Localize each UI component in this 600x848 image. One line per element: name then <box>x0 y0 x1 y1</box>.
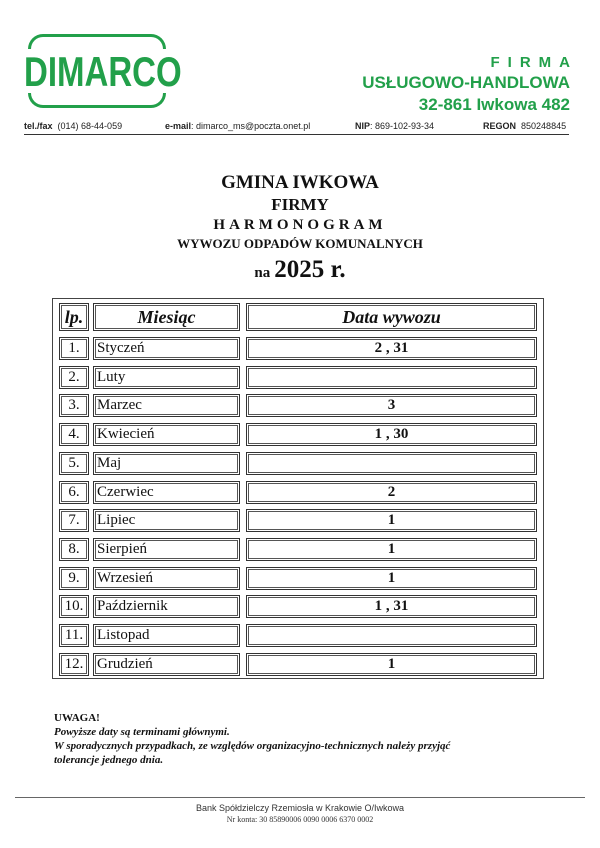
notes-title: UWAGA! <box>54 712 100 724</box>
company-block <box>362 54 578 115</box>
row-3-lp-cell: 3. <box>59 394 89 417</box>
notes <box>54 711 450 767</box>
footer-divider <box>15 797 585 798</box>
row-3-month-cell: Marzec <box>93 394 240 417</box>
row-3-date-cell: 3 <box>246 394 537 417</box>
row-12-lp-cell: 12. <box>59 653 89 676</box>
notes-line-2: W sporadycznych przypadkach, ze względów organizacyjno-technicznych należy przyjąć <box>54 740 451 752</box>
row-9-date-cell: 1 <box>246 567 537 590</box>
row-6-lp-cell: 6. <box>59 481 89 504</box>
row-12-month-cell: Grudzień <box>93 653 240 676</box>
dimarco-logo <box>24 34 182 108</box>
nip: NIP: 869-102-93-34 <box>355 121 435 131</box>
logo-arc-bottom <box>28 93 166 108</box>
row-11-month-cell: Listopad <box>93 624 240 647</box>
row-4-month-cell: Kwiecień <box>93 423 240 446</box>
row-10-month-cell: Październik <box>93 595 240 618</box>
row-5-month-cell: Maj <box>93 452 240 475</box>
header-month: Miesiąc <box>93 303 240 331</box>
row-7-lp-cell: 7. <box>59 509 89 532</box>
header-lp: lp. <box>59 303 89 331</box>
row-7-month-cell: Lipiec <box>93 509 240 532</box>
notes-line-3: tolerancje jednego dnia. <box>54 754 164 766</box>
title-harmonogram: HARMONOGRAM <box>213 217 387 233</box>
year-prefix: na <box>254 265 271 281</box>
row-12-date-cell: 1 <box>246 653 537 676</box>
row-9-lp-cell: 9. <box>59 567 89 590</box>
row-11-date-cell <box>246 624 537 647</box>
logo-arc-top <box>28 34 166 49</box>
row-8-month-cell: Sierpień <box>93 538 240 561</box>
row-2-month-cell: Luty <box>93 366 240 389</box>
company-line-firma: FIRMA <box>490 54 578 71</box>
row-6-month-cell: Czerwiec <box>93 481 240 504</box>
title-gmina: GMINA IWKOWA <box>221 172 379 193</box>
company-line-address: 32-861 Iwkowa 482 <box>418 95 570 114</box>
row-1-date-cell: 2 , 31 <box>246 337 537 360</box>
tel-fax: tel./fax (014) 68-44-059 <box>24 121 123 131</box>
row-1-month-cell: Styczeń <box>93 337 240 360</box>
row-9-month-cell: Wrzesień <box>93 567 240 590</box>
email: e-mail: dimarco_ms@poczta.onet.pl <box>165 121 311 131</box>
regon: REGON 850248845 <box>483 121 567 131</box>
notes-line-1: Powyższe daty są terminami głównymi. <box>54 726 230 738</box>
title-firmy: FIRMY <box>271 195 329 214</box>
company-line-type: USŁUGOWO-HANDLOWA <box>362 73 570 92</box>
year-value: 2025 r. <box>274 256 346 283</box>
row-2-date-cell <box>246 366 537 389</box>
row-4-date-cell: 1 , 30 <box>246 423 537 446</box>
row-7-date-cell: 1 <box>246 509 537 532</box>
row-1-lp-cell: 1. <box>59 337 89 360</box>
contact-row <box>24 121 569 133</box>
row-5-lp-cell: 5. <box>59 452 89 475</box>
title-wywozu: WYWOZU ODPADÓW KOMUNALNYCH <box>177 236 423 251</box>
header-date: Data wywozu <box>246 303 537 331</box>
row-8-lp-cell: 8. <box>59 538 89 561</box>
row-10-date-cell: 1 , 31 <box>246 595 537 618</box>
title-year <box>0 256 600 284</box>
footer-bank: Bank Spółdzielczy Rzemiosła w Krakowie O/Iwkowa <box>195 803 405 813</box>
row-4-lp-cell: 4. <box>59 423 89 446</box>
row-8-date-cell: 1 <box>246 538 537 561</box>
header-divider <box>24 134 569 135</box>
row-6-date-cell: 2 <box>246 481 537 504</box>
row-5-date-cell <box>246 452 537 475</box>
row-2-lp-cell: 2. <box>59 366 89 389</box>
row-11-lp-cell: 11. <box>59 624 89 647</box>
footer-account: Nr konta: 30 85890006 0090 0006 6370 0002 <box>226 815 374 824</box>
logo-text: DIMARCO <box>24 48 182 95</box>
row-10-lp-cell: 10. <box>59 595 89 618</box>
